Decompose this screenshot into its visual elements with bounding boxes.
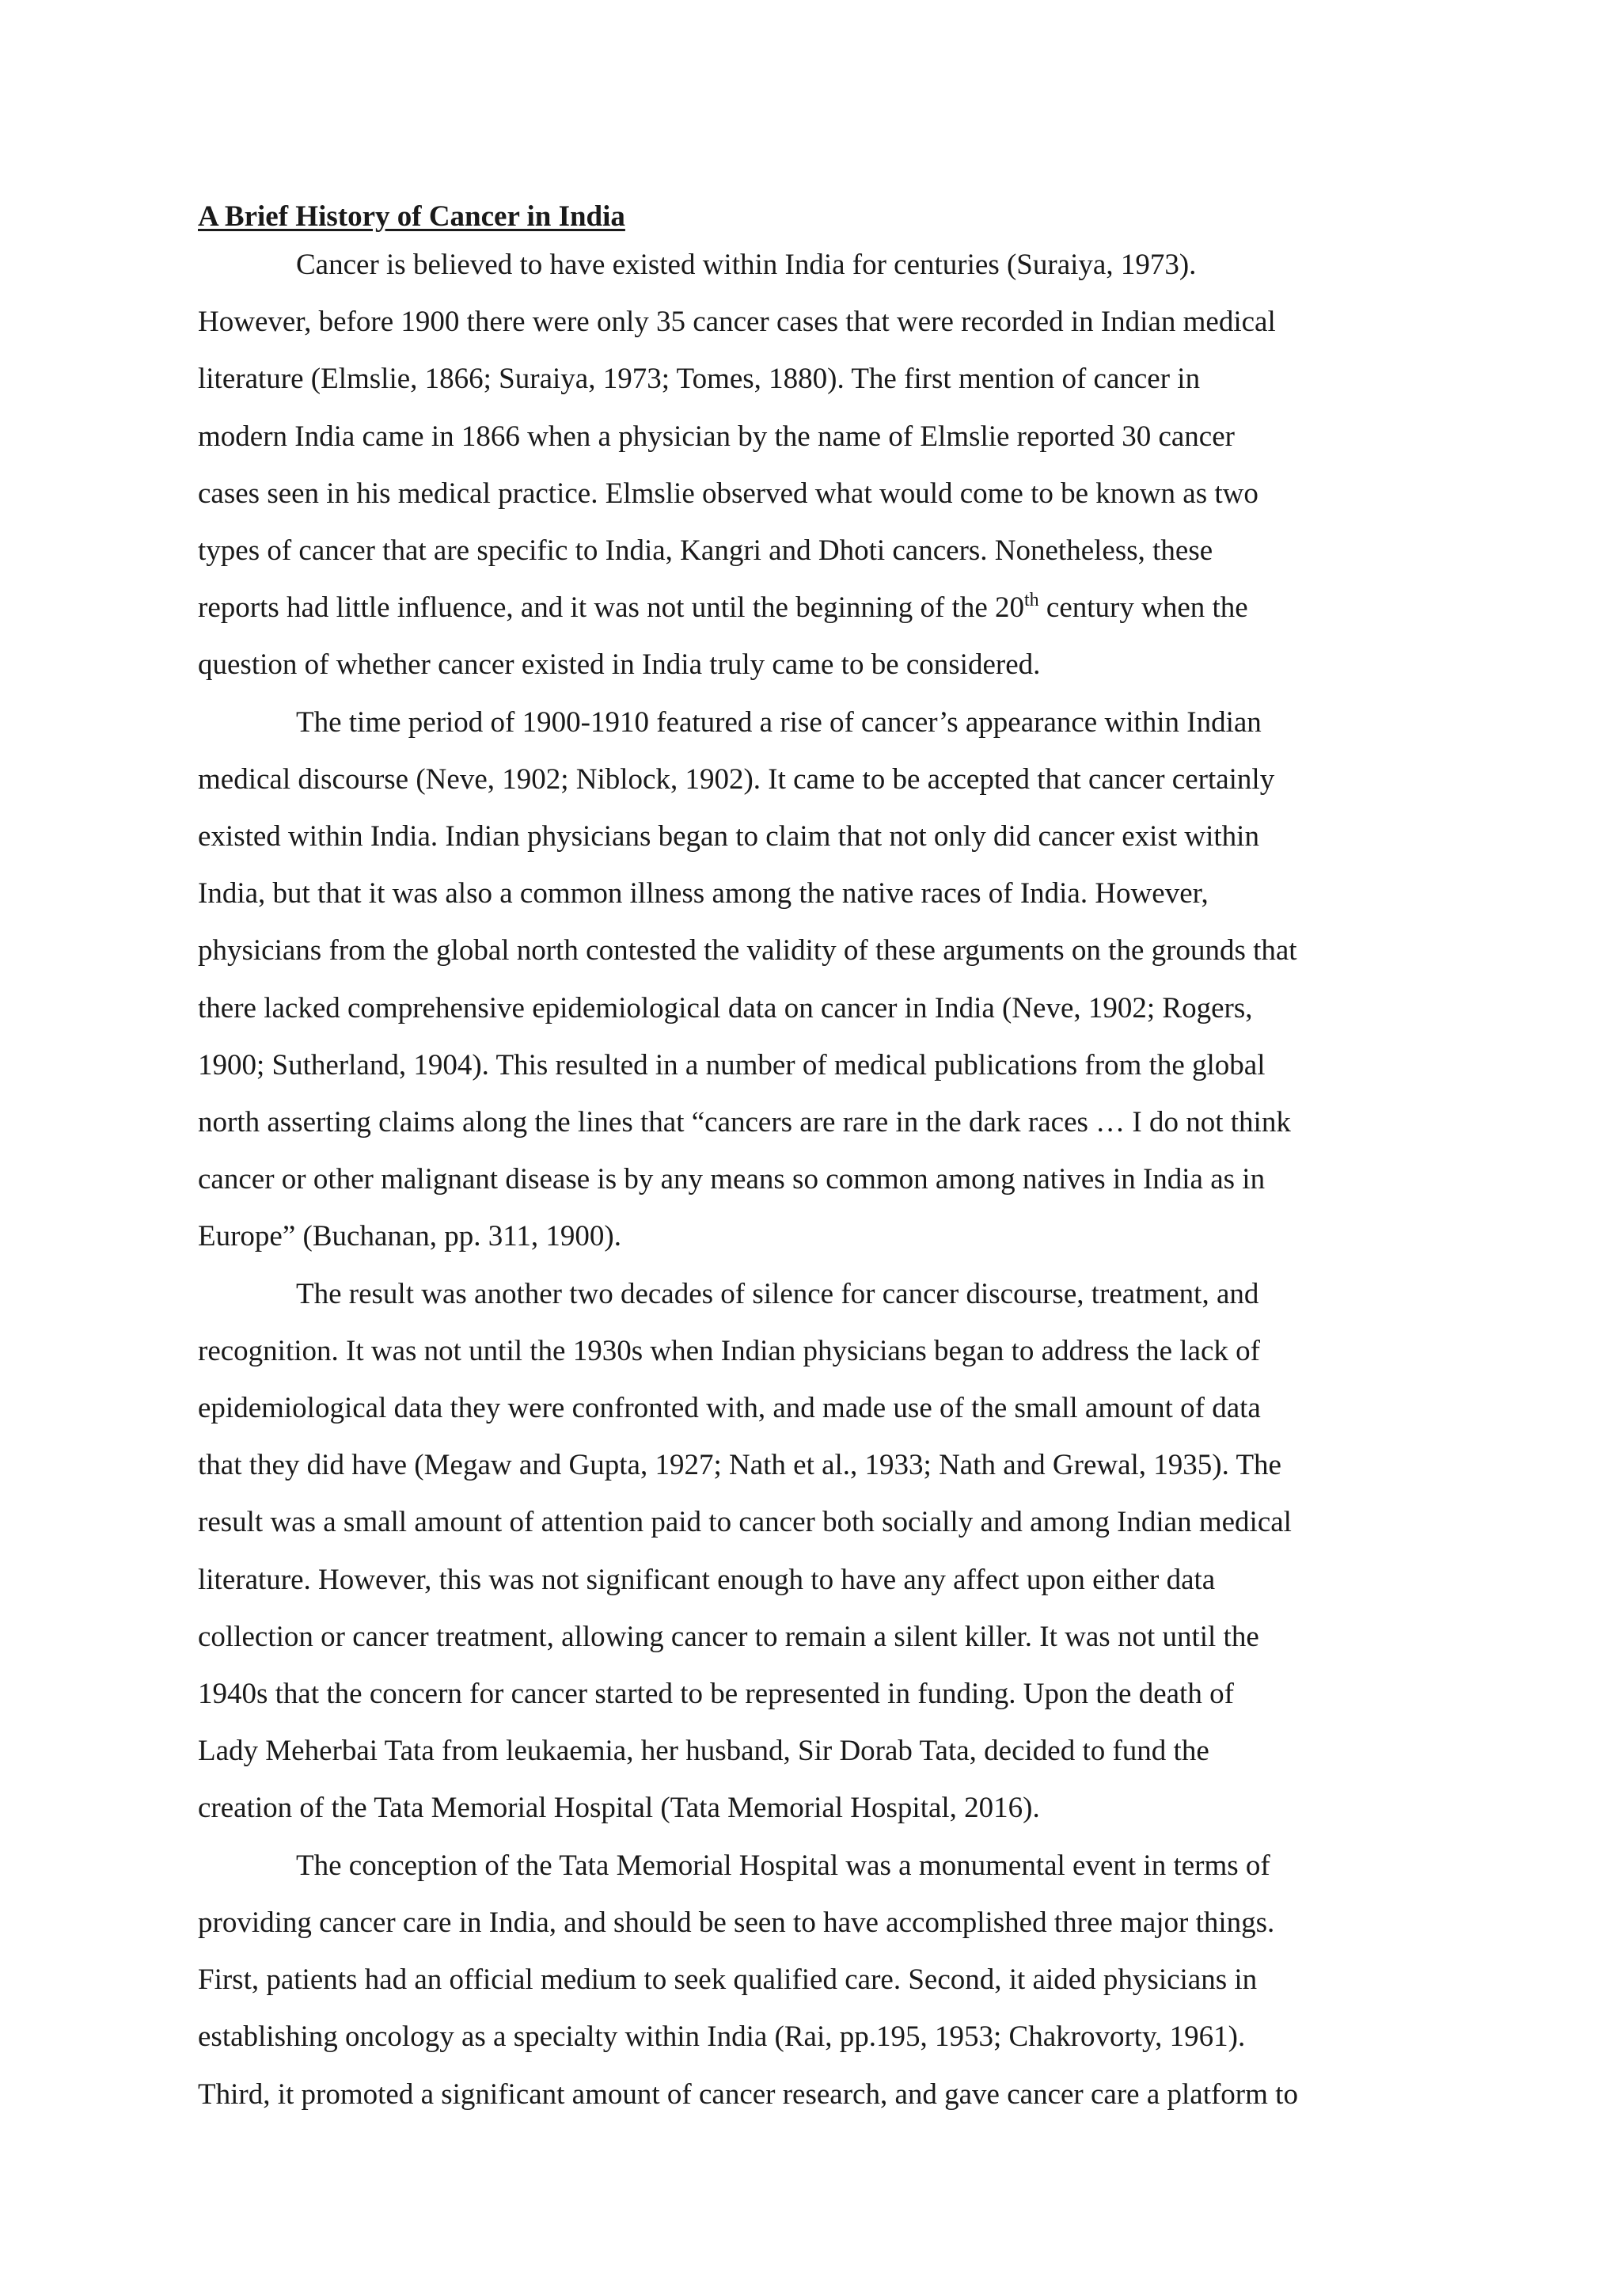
- text-line: Europe” (Buchanan, pp. 311, 1900).: [198, 1220, 621, 1253]
- text-line: First, patients had an official medium to seek qualified care. Second, it aided physicians in: [198, 1963, 1258, 1997]
- text-line: cases seen in his medical practice. Elmslie observed what would come to be known as two: [198, 477, 1258, 510]
- text-line: north asserting claims along the lines that “cancers are rare in the dark races … I do not think: [198, 1106, 1291, 1139]
- text-line: Third, it promoted a significant amount of cancer research, and gave cancer care a platform to: [198, 2077, 1298, 2111]
- text-line: there lacked comprehensive epidemiological data on cancer in India (Neve, 1902; Rogers,: [198, 991, 1253, 1024]
- text-line: The conception of the Tata Memorial Hospital was a monumental event in terms of: [296, 1849, 1270, 1882]
- text-line: establishing oncology as a specialty within India (Rai, pp.195, 1953; Chakrovorty, 1961).: [198, 2020, 1246, 2054]
- text-line: types of cancer that are specific to India, Kangri and Dhoti cancers. Nonetheless, these: [198, 534, 1213, 568]
- paragraph-2: [198, 694, 1441, 1266]
- text-line: question of whether cancer existed in India truly came to be considered.: [198, 648, 1041, 682]
- text-line: modern India came in 1866 when a physician by the name of Elmslie reported 30 cancer: [198, 420, 1235, 453]
- text-line: result was a small amount of attention paid to cancer both socially and among Indian medical: [198, 1506, 1292, 1539]
- text-line: However, before 1900 there were only 35 cancer cases that were recorded in Indian medical: [198, 306, 1276, 339]
- text-line: creation of the Tata Memorial Hospital (Tata Memorial Hospital, 2016).: [198, 1792, 1040, 1825]
- text-fragment: reports had little influence, and it was not until the beginning of the 20: [198, 591, 1024, 625]
- text-line: medical discourse (Neve, 1902; Niblock, 1902). It came to be accepted that cancer certainly: [198, 762, 1275, 796]
- text-line: providing cancer care in India, and should be seen to have accomplished three major things.: [198, 1906, 1275, 1939]
- text-fragment: century when the: [1038, 591, 1248, 625]
- text-line: collection or cancer treatment, allowing cancer to remain a silent killer. It was not until the: [198, 1620, 1259, 1653]
- text-line: recognition. It was not until the 1930s when Indian physicians began to address the lack of: [198, 1334, 1260, 1367]
- document-page: [198, 196, 1441, 2123]
- text-line: [198, 580, 1441, 637]
- text-line: Lady Meherbai Tata from leukaemia, her husband, Sir Dorab Tata, decided to fund the: [198, 1735, 1209, 1768]
- paragraph-4: [198, 1838, 1441, 2123]
- text-line: epidemiological data they were confronted with, and made use of the small amount of data: [198, 1392, 1261, 1425]
- document-title: A Brief History of Cancer in India: [198, 200, 625, 233]
- text-line: that they did have (Megaw and Gupta, 1927; Nath et al., 1933; Nath and Grewal, 1935). The: [198, 1449, 1281, 1482]
- paragraph-1: [198, 237, 1441, 694]
- text-line: The result was another two decades of silence for cancer discourse, treatment, and: [296, 1277, 1259, 1310]
- text-line: literature (Elmslie, 1866; Suraiya, 1973; Tomes, 1880). The first mention of cancer in: [198, 363, 1201, 396]
- text-line: cancer or other malignant disease is by any means so common among natives in India as in: [198, 1163, 1266, 1196]
- text-line: existed within India. Indian physicians began to claim that not only did cancer exist within: [198, 820, 1259, 853]
- text-line: literature. However, this was not significant enough to have any affect upon either data: [198, 1563, 1216, 1596]
- text-line: Cancer is believed to have existed within India for centuries (Suraiya, 1973).: [296, 249, 1197, 281]
- text-line: 1900; Sutherland, 1904). This resulted in a number of medical publications from the global: [198, 1048, 1266, 1081]
- text-line: The time period of 1900-1910 featured a rise of cancer’s appearance within Indian: [296, 705, 1262, 739]
- ordinal-superscript: th: [1024, 590, 1039, 611]
- text-line: physicians from the global north contested the validity of these arguments on the grounds that: [198, 934, 1297, 967]
- text-line: India, but that it was also a common illness among the native races of India. However,: [198, 877, 1209, 910]
- text-line: 1940s that the concern for cancer started to be represented in funding. Upon the death of: [198, 1678, 1234, 1711]
- paragraph-3: [198, 1266, 1441, 1838]
